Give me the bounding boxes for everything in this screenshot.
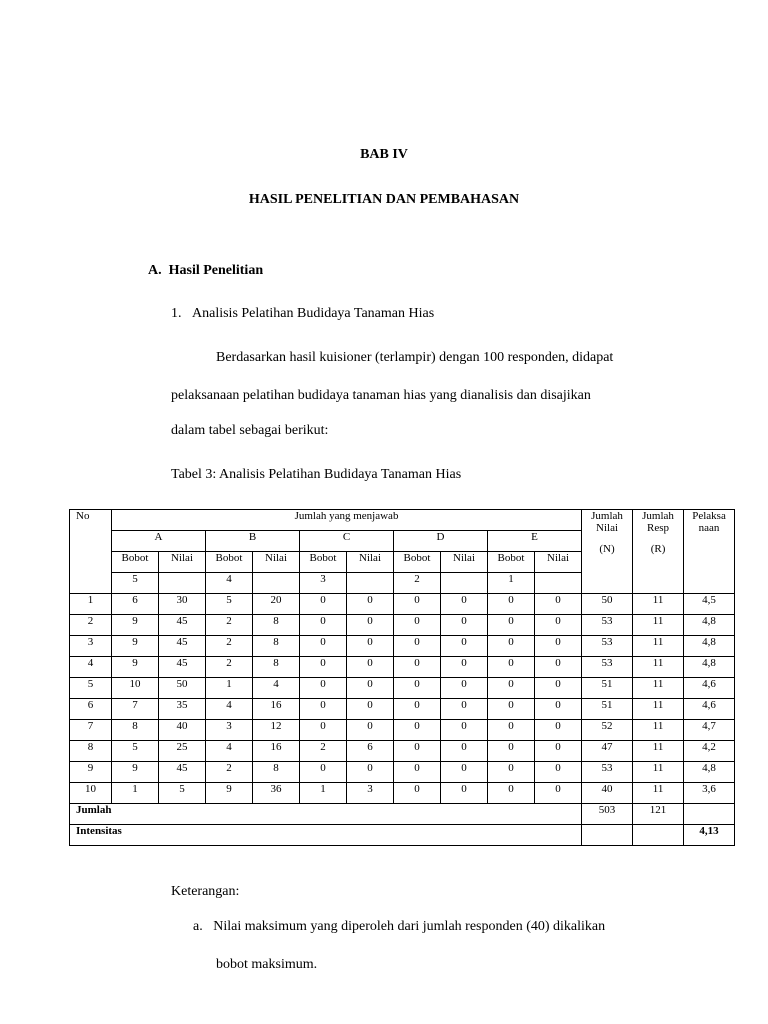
table-row: [70, 762, 735, 783]
table-cell: 2: [70, 615, 112, 636]
table-row: [70, 657, 735, 678]
table-cell: 0: [488, 720, 535, 741]
table-cell: 40: [159, 720, 206, 741]
table-cell: 30: [159, 594, 206, 615]
table-cell: 1: [206, 678, 253, 699]
table-cell: 9: [112, 636, 159, 657]
table-caption: Tabel 3: Analisis Pelatihan Budidaya Tanaman Hias: [171, 467, 462, 482]
table-cell: 0: [300, 762, 347, 783]
weight-empty-cell: [535, 573, 582, 594]
table-cell: 5: [70, 678, 112, 699]
table-cell: 9: [206, 783, 253, 804]
header-bobot: Bobot: [206, 552, 253, 573]
table-cell: 0: [441, 699, 488, 720]
table-cell: 11: [633, 657, 684, 678]
table-cell: 11: [633, 783, 684, 804]
table-cell: 7: [112, 699, 159, 720]
weight-cell: 2: [394, 573, 441, 594]
table-cell: 45: [159, 762, 206, 783]
table-cell: 1: [112, 783, 159, 804]
header-jumlah-nilai: Jumlah Nilai (N): [582, 510, 633, 594]
table-cell: 0: [347, 615, 394, 636]
table-cell: 0: [535, 657, 582, 678]
table-cell: 0: [535, 783, 582, 804]
header-bobot: Bobot: [300, 552, 347, 573]
table-cell: 11: [633, 762, 684, 783]
table-cell: 16: [253, 741, 300, 762]
table-cell: 4,5: [684, 594, 735, 615]
header-cat-b: B: [206, 531, 300, 552]
table-cell: 7: [70, 720, 112, 741]
intensitas-label: Intensitas: [70, 825, 582, 846]
table-cell: 0: [394, 783, 441, 804]
table-cell: 4: [253, 678, 300, 699]
table-cell: 53: [582, 762, 633, 783]
table-row: [70, 678, 735, 699]
table-cell: 0: [394, 615, 441, 636]
table-cell: 0: [441, 678, 488, 699]
table-row: [70, 594, 735, 615]
subsection-heading: 1. Analisis Pelatihan Budidaya Tanaman Hias: [171, 306, 435, 321]
table-cell: 0: [488, 594, 535, 615]
table-cell: 9: [112, 657, 159, 678]
table-cell: 11: [633, 636, 684, 657]
table-cell: 2: [206, 762, 253, 783]
table-cell: 53: [582, 636, 633, 657]
table-cell: 11: [633, 741, 684, 762]
table-cell: 0: [394, 657, 441, 678]
table-cell: 45: [159, 636, 206, 657]
table-cell: 50: [582, 594, 633, 615]
table-cell: 4,6: [684, 678, 735, 699]
note-a-line-2: bobot maksimum.: [216, 957, 318, 972]
table-cell: 40: [582, 783, 633, 804]
table-cell: 0: [347, 720, 394, 741]
table-cell: 3: [206, 720, 253, 741]
table-cell: 4,8: [684, 615, 735, 636]
table-cell: 11: [633, 594, 684, 615]
header-cat-d: D: [394, 531, 488, 552]
intensitas-value: 4,13: [684, 825, 735, 846]
table-cell: 0: [347, 678, 394, 699]
table-cell: 5: [159, 783, 206, 804]
table-cell: 8: [253, 636, 300, 657]
weight-cell: 1: [488, 573, 535, 594]
intensitas-empty-r: [633, 825, 684, 846]
table-cell: 1: [300, 783, 347, 804]
header-nilai: Nilai: [535, 552, 582, 573]
table-cell: 36: [253, 783, 300, 804]
table-row: [70, 720, 735, 741]
table-cell: 4,7: [684, 720, 735, 741]
paragraph-line-2: pelaksanaan pelatihan budidaya tanaman hias yang dianalisis dan disajikan: [171, 388, 591, 403]
table-cell: 9: [112, 762, 159, 783]
jumlah-n: 503: [582, 804, 633, 825]
table-row: [70, 615, 735, 636]
table-cell: 0: [488, 762, 535, 783]
table-cell: 0: [488, 699, 535, 720]
table-cell: 3: [347, 783, 394, 804]
table-cell: 51: [582, 678, 633, 699]
header-cat-c: C: [300, 531, 394, 552]
table-cell: 52: [582, 720, 633, 741]
chapter-heading: BAB IV: [360, 147, 408, 162]
table-cell: 0: [300, 720, 347, 741]
table-cell: 0: [394, 636, 441, 657]
table-cell: 0: [535, 678, 582, 699]
header-no: No: [70, 510, 112, 594]
weight-empty-cell: [253, 573, 300, 594]
table-cell: 2: [206, 657, 253, 678]
table-cell: 9: [70, 762, 112, 783]
table-cell: 3: [70, 636, 112, 657]
table-cell: 11: [633, 699, 684, 720]
table-cell: 2: [206, 636, 253, 657]
table-cell: 53: [582, 657, 633, 678]
header-row-1: [70, 510, 735, 531]
table-cell: 35: [159, 699, 206, 720]
table-cell: 12: [253, 720, 300, 741]
header-bobot: Bobot: [488, 552, 535, 573]
weight-cell: 4: [206, 573, 253, 594]
table-row: [70, 741, 735, 762]
table-cell: 25: [159, 741, 206, 762]
table-cell: 53: [582, 615, 633, 636]
table-cell: 10: [70, 783, 112, 804]
header-nilai: Nilai: [347, 552, 394, 573]
table-cell: 0: [488, 783, 535, 804]
table-cell: 0: [535, 741, 582, 762]
keterangan-label: Keterangan:: [171, 884, 240, 899]
table-cell: 0: [488, 615, 535, 636]
header-group: Jumlah yang menjawab: [112, 510, 582, 531]
table-cell: 8: [253, 657, 300, 678]
table-cell: 0: [488, 741, 535, 762]
header-nilai: Nilai: [253, 552, 300, 573]
table-cell: 0: [441, 615, 488, 636]
jumlah-label: Jumlah: [70, 804, 582, 825]
table-cell: 4,8: [684, 762, 735, 783]
table-cell: 3,6: [684, 783, 735, 804]
table-cell: 51: [582, 699, 633, 720]
table-cell: 0: [488, 636, 535, 657]
weight-empty-cell: [441, 573, 488, 594]
table-cell: 6: [70, 699, 112, 720]
table-cell: 0: [441, 657, 488, 678]
table-cell: 0: [347, 699, 394, 720]
analysis-table: [69, 509, 735, 846]
table-cell: 11: [633, 615, 684, 636]
table-cell: 0: [535, 636, 582, 657]
table-cell: 8: [253, 762, 300, 783]
table-cell: 0: [488, 657, 535, 678]
table-cell: 0: [347, 657, 394, 678]
table-row: [70, 783, 735, 804]
table-cell: 11: [633, 678, 684, 699]
table-cell: 45: [159, 657, 206, 678]
header-cat-e: E: [488, 531, 582, 552]
table-cell: 4,2: [684, 741, 735, 762]
table-cell: 0: [394, 594, 441, 615]
header-nilai: Nilai: [159, 552, 206, 573]
intensitas-empty-n: [582, 825, 633, 846]
table-cell: 0: [300, 615, 347, 636]
table-cell: 10: [112, 678, 159, 699]
header-pelaksanaan: Pelaksa naan: [684, 510, 735, 594]
table-cell: 8: [253, 615, 300, 636]
header-bobot: Bobot: [394, 552, 441, 573]
table-cell: 9: [112, 615, 159, 636]
table-cell: 8: [112, 720, 159, 741]
table-cell: 0: [441, 741, 488, 762]
table-cell: 6: [112, 594, 159, 615]
table-cell: 0: [441, 720, 488, 741]
table-cell: 45: [159, 615, 206, 636]
table-cell: 20: [253, 594, 300, 615]
weight-empty-cell: [159, 573, 206, 594]
chapter-title: HASIL PENELITIAN DAN PEMBAHASAN: [248, 192, 520, 207]
table-cell: 0: [441, 594, 488, 615]
table-cell: 8: [70, 741, 112, 762]
table-cell: 0: [488, 678, 535, 699]
table-cell: 4,6: [684, 699, 735, 720]
table-cell: 0: [535, 615, 582, 636]
table-cell: 0: [535, 762, 582, 783]
paragraph-line-1: Berdasarkan hasil kuisioner (terlampir) dengan 100 responden, didapat: [216, 350, 614, 365]
table-cell: 50: [159, 678, 206, 699]
table-row: [70, 636, 735, 657]
header-cat-a: A: [112, 531, 206, 552]
table-cell: 0: [347, 636, 394, 657]
table-cell: 4: [206, 699, 253, 720]
note-a-line-1: a. Nilai maksimum yang diperoleh dari jumlah responden (40) dikalikan: [193, 919, 606, 934]
header-nilai: Nilai: [441, 552, 488, 573]
table-cell: 0: [394, 678, 441, 699]
table-cell: 16: [253, 699, 300, 720]
table-cell: 2: [206, 615, 253, 636]
table-cell: 6: [347, 741, 394, 762]
table-row: [70, 699, 735, 720]
weight-cell: 3: [300, 573, 347, 594]
table-cell: 0: [300, 657, 347, 678]
intensitas-row: [70, 825, 735, 846]
table-cell: 0: [441, 783, 488, 804]
table-cell: 5: [112, 741, 159, 762]
table-cell: 0: [535, 720, 582, 741]
table-cell: 0: [535, 699, 582, 720]
table-cell: 0: [347, 594, 394, 615]
table-cell: 5: [206, 594, 253, 615]
table-cell: 2: [300, 741, 347, 762]
table-cell: 0: [300, 636, 347, 657]
jumlah-empty: [684, 804, 735, 825]
table-cell: 0: [394, 699, 441, 720]
table-cell: 4,8: [684, 657, 735, 678]
header-jumlah-resp: Jumlah Resp (R): [633, 510, 684, 594]
paragraph-line-3: dalam tabel sebagai berikut:: [171, 423, 329, 438]
table-cell: 4: [70, 657, 112, 678]
table-cell: 0: [347, 762, 394, 783]
table-cell: 0: [300, 594, 347, 615]
weight-cell: 5: [112, 573, 159, 594]
table-cell: 0: [441, 636, 488, 657]
table-cell: 1: [70, 594, 112, 615]
header-bobot: Bobot: [112, 552, 159, 573]
table-cell: 4,8: [684, 636, 735, 657]
table-cell: 47: [582, 741, 633, 762]
table-cell: 0: [441, 762, 488, 783]
table-cell: 0: [394, 762, 441, 783]
table-cell: 4: [206, 741, 253, 762]
table-cell: 11: [633, 720, 684, 741]
table-cell: 0: [394, 720, 441, 741]
weight-empty-cell: [347, 573, 394, 594]
table-cell: 0: [300, 678, 347, 699]
table-cell: 0: [300, 699, 347, 720]
jumlah-r: 121: [633, 804, 684, 825]
jumlah-row: [70, 804, 735, 825]
table-cell: 0: [394, 741, 441, 762]
table-cell: 0: [535, 594, 582, 615]
section-heading: A. Hasil Penelitian: [148, 263, 264, 278]
